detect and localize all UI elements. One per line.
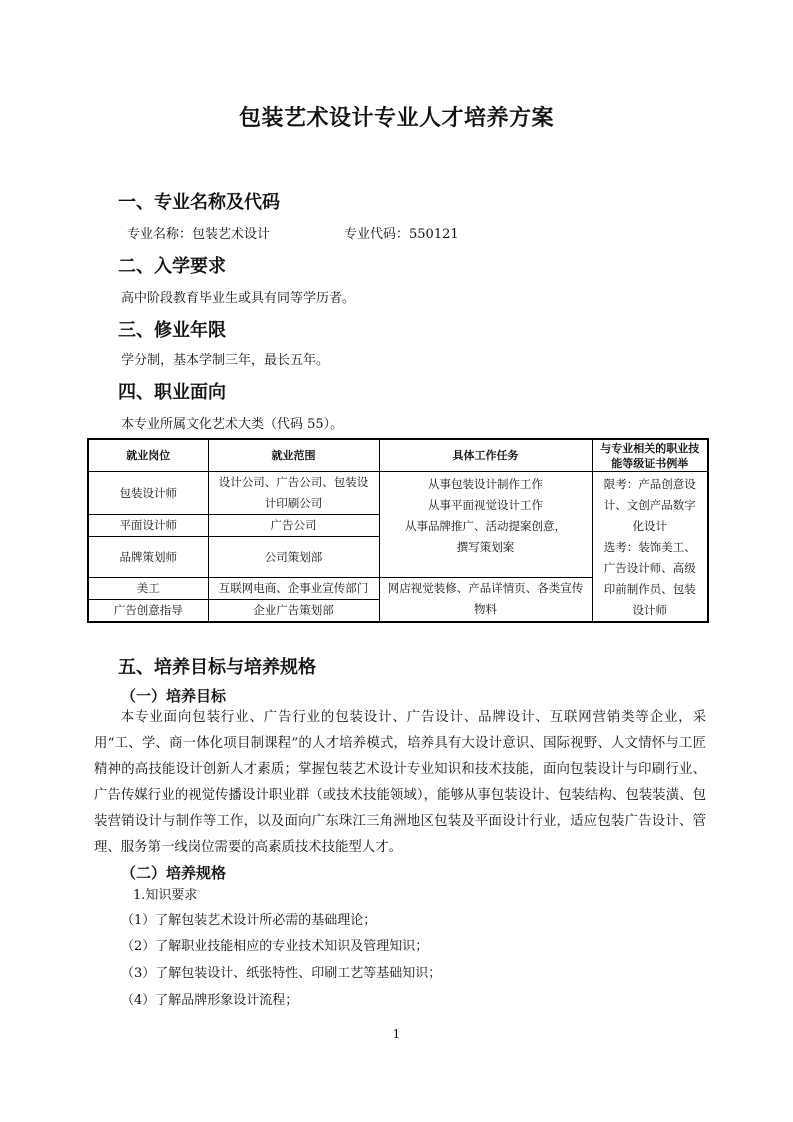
section-4-heading: 四、职业面向 bbox=[118, 382, 226, 403]
cert-line: 化设计 bbox=[632, 519, 667, 533]
goals-paragraph: 本专业面向包装行业、广告行业的包装设计、广告设计、品牌设计、互联网营销类等企业，采用“工、学、商一体化项目制课程”的人才培养模式，培养具有大设计意识、国际视野、人文情怀与工匠精神的高技能设计创新人才素质；掌握包装艺术设计专业知识和技术技能，面向包装设计与印刷行业、广告传媒行业的视觉传播设计职业群（或技术技能领域），能够从事包装设计、包装结构、包装装潢、包装营销设计与制作等工作，以及面向广东珠江三角洲地区包装及平面设计行业，适应包装广告设计、管理、服务第一线岗位需要的高素质技术技能型人才。 bbox=[94, 710, 706, 855]
scope-line: 设计公司、广告公司、包装设 bbox=[218, 475, 369, 489]
knowledge-item: （1）了解包装艺术设计所必需的基础理论； bbox=[121, 913, 377, 928]
study-length-text: 学分制，基本学制三年，最长五年。 bbox=[121, 353, 330, 368]
section-3-heading: 三、修业年限 bbox=[118, 320, 226, 341]
certs-cell bbox=[592, 472, 708, 623]
header-scope: 就业范围 bbox=[208, 439, 379, 472]
tasks-cell bbox=[379, 472, 592, 578]
knowledge-title: 1.知识要求 bbox=[133, 888, 198, 903]
page-number: 1 bbox=[392, 1027, 401, 1041]
scope-cell: 公司策划部 bbox=[208, 537, 379, 578]
header-certs: 与专业相关的职业技能等级证书例举 bbox=[592, 439, 708, 472]
post-cell: 包装设计师 bbox=[88, 472, 208, 515]
post-cell: 平面设计师 bbox=[88, 515, 208, 537]
knowledge-item: （4）了解品牌形象设计流程； bbox=[121, 993, 299, 1008]
cert-line: 设计师 bbox=[632, 603, 667, 617]
category-text: 本专业所属文化艺术大类（代码 55）。 bbox=[121, 417, 344, 432]
post-cell: 广告创意指导 bbox=[88, 600, 208, 623]
document-title: 包装艺术设计专业人才培养方案 bbox=[238, 106, 554, 131]
section-1-heading: 一、专业名称及代码 bbox=[118, 192, 280, 213]
knowledge-item: （3）了解包装设计、纸张特性、印刷工艺等基础知识； bbox=[121, 966, 442, 981]
career-table bbox=[87, 438, 709, 623]
post-cell: 美工 bbox=[88, 578, 208, 600]
cert-line: 计、文创产品数字 bbox=[603, 498, 696, 512]
task-line: 从事包装设计制作工作 bbox=[428, 477, 543, 491]
scope-line: 计印刷公司 bbox=[264, 496, 323, 510]
scope-cell: 互联网电商、企事业宣传部门 bbox=[208, 578, 379, 600]
cert-line: 印前制作员、包装 bbox=[603, 582, 696, 596]
subsection-spec-heading: （二）培养规格 bbox=[121, 864, 227, 882]
cert-line: 广告设计师、高级 bbox=[603, 561, 696, 575]
cert-line: 选考：装饰美工、 bbox=[603, 540, 696, 554]
scope-cell: 广告公司 bbox=[208, 515, 379, 537]
task-line: 撰写策划案 bbox=[456, 540, 515, 554]
admission-text: 高中阶段教育毕业生或具有同等学历者。 bbox=[121, 291, 356, 306]
scope-cell: 企业广告策划部 bbox=[208, 600, 379, 623]
task-line: 从事品牌推广、活动提案创意， bbox=[405, 519, 566, 533]
major-code: 专业代码：550121 bbox=[344, 227, 459, 242]
header-post: 就业岗位 bbox=[88, 439, 208, 472]
task-line: 从事平面视觉设计工作 bbox=[428, 498, 543, 512]
section-5-heading: 五、培养目标与培养规格 bbox=[118, 657, 316, 678]
header-tasks: 具体工作任务 bbox=[379, 439, 592, 472]
task-line: 网店视觉装修、产品详情页、各类宣传 bbox=[387, 581, 584, 595]
major-name: 专业名称：包装艺术设计 bbox=[127, 227, 271, 242]
table-row bbox=[88, 472, 708, 515]
subsection-goals-heading: （一）培养目标 bbox=[121, 687, 227, 705]
section-2-heading: 二、入学要求 bbox=[118, 256, 226, 277]
tasks-cell bbox=[379, 578, 592, 623]
table-header-row bbox=[88, 439, 708, 472]
cert-line: 限考：产品创意设 bbox=[603, 477, 696, 491]
scope-cell bbox=[208, 472, 379, 515]
knowledge-item: （2）了解职业技能相应的专业技术知识及管理知识； bbox=[121, 939, 429, 954]
task-line: 物料 bbox=[474, 602, 497, 616]
post-cell: 品牌策划师 bbox=[88, 537, 208, 578]
